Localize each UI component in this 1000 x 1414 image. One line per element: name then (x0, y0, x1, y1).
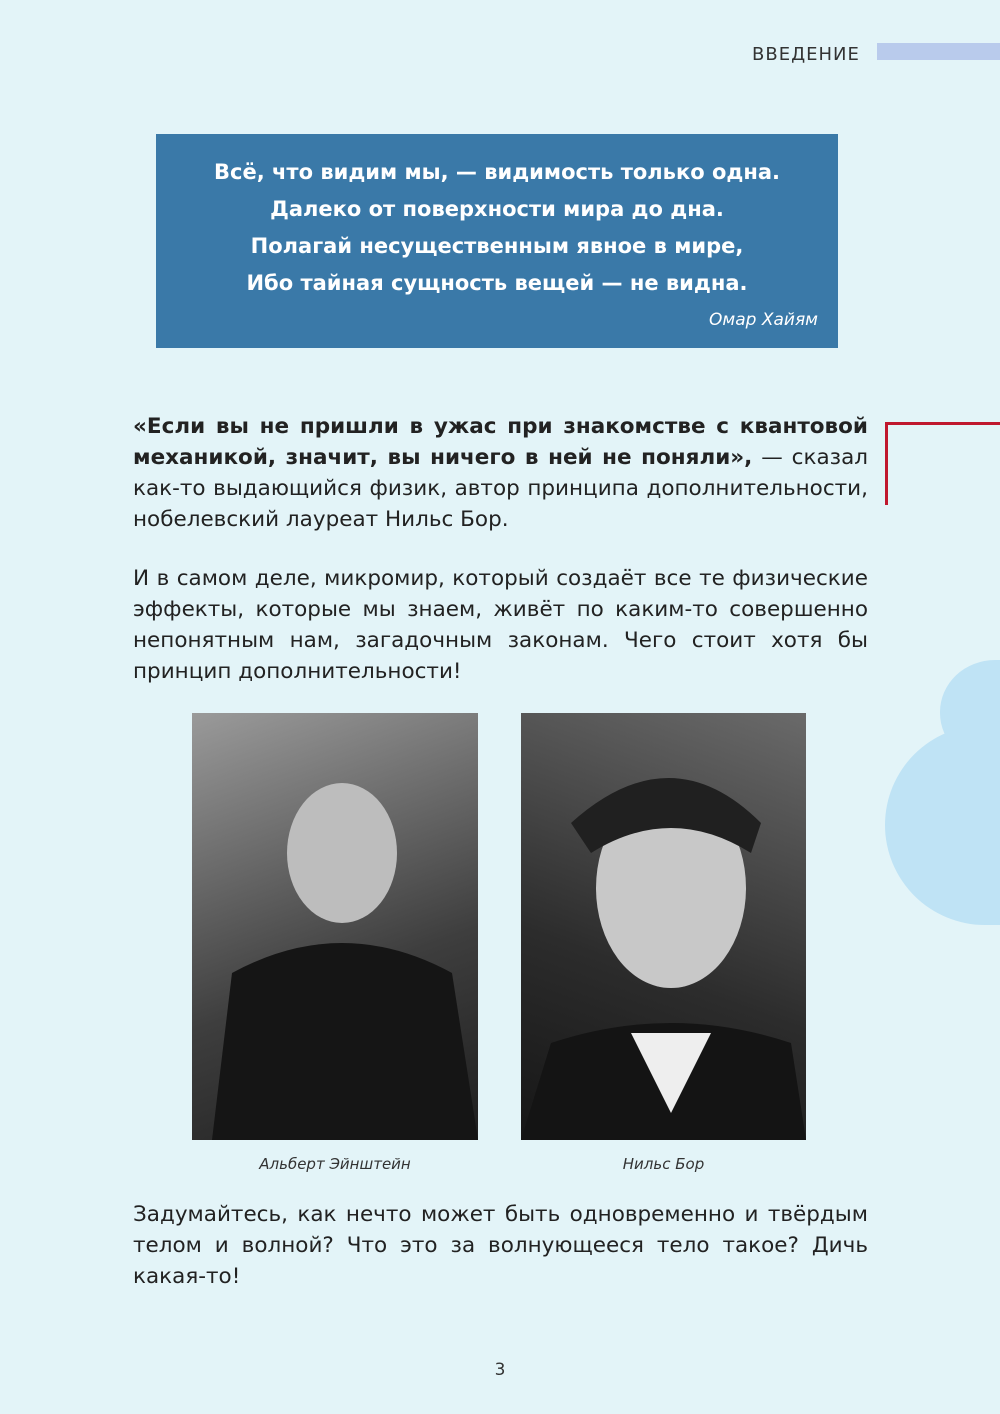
decorative-circle (885, 725, 1000, 925)
bohr-quote: «Если вы не пришли в ужас при знакомстве с квантовой механикой, значит, вы ничего в ней не поняли», (133, 414, 868, 470)
epigraph-author: Омар Хайям (709, 310, 818, 330)
photo-bohr (521, 713, 806, 1140)
paragraph-1-text: — сказал как-то выдающийся физик, автор принципа дополнительности, нобелевский лауреат Нильс Бор. (133, 445, 869, 532)
header-bar (877, 43, 1000, 60)
epigraph-line: Далеко от поверхности мира до дна. (270, 197, 724, 221)
paragraph-1 (133, 411, 868, 535)
epigraph-line: Ибо тайная сущность вещей — не видна. (246, 271, 748, 295)
decorative-corner-mark (885, 422, 1000, 505)
portrait-silhouette-icon (521, 713, 806, 1140)
epigraph-box (156, 134, 838, 348)
photo-einstein (192, 713, 478, 1140)
photo-caption: Нильс Бор (622, 1155, 705, 1173)
epigraph-line: Всё, что видим мы, — видимость только одна. (214, 160, 780, 184)
portrait-silhouette-icon (192, 713, 478, 1140)
epigraph-line: Полагай несущественным явное в мире, (250, 234, 744, 258)
page-number: 3 (494, 1360, 506, 1380)
photo-caption: Альберт Эйнштейн (259, 1155, 411, 1173)
paragraph-2: И в самом деле, микромир, который создаёт все те физические эффекты, которые мы знаем, живёт по каким-то совершенно непонятным нам, загадочным законам. Чего стоит хотя бы принцип дополнительности! (133, 566, 868, 684)
paragraph-3: Задумайтесь, как нечто может быть одновременно и твёрдым телом и волной? Что это за волнующееся тело такое? Дичь какая-то! (133, 1202, 868, 1289)
section-title: ВВЕДЕНИЕ (752, 44, 860, 65)
